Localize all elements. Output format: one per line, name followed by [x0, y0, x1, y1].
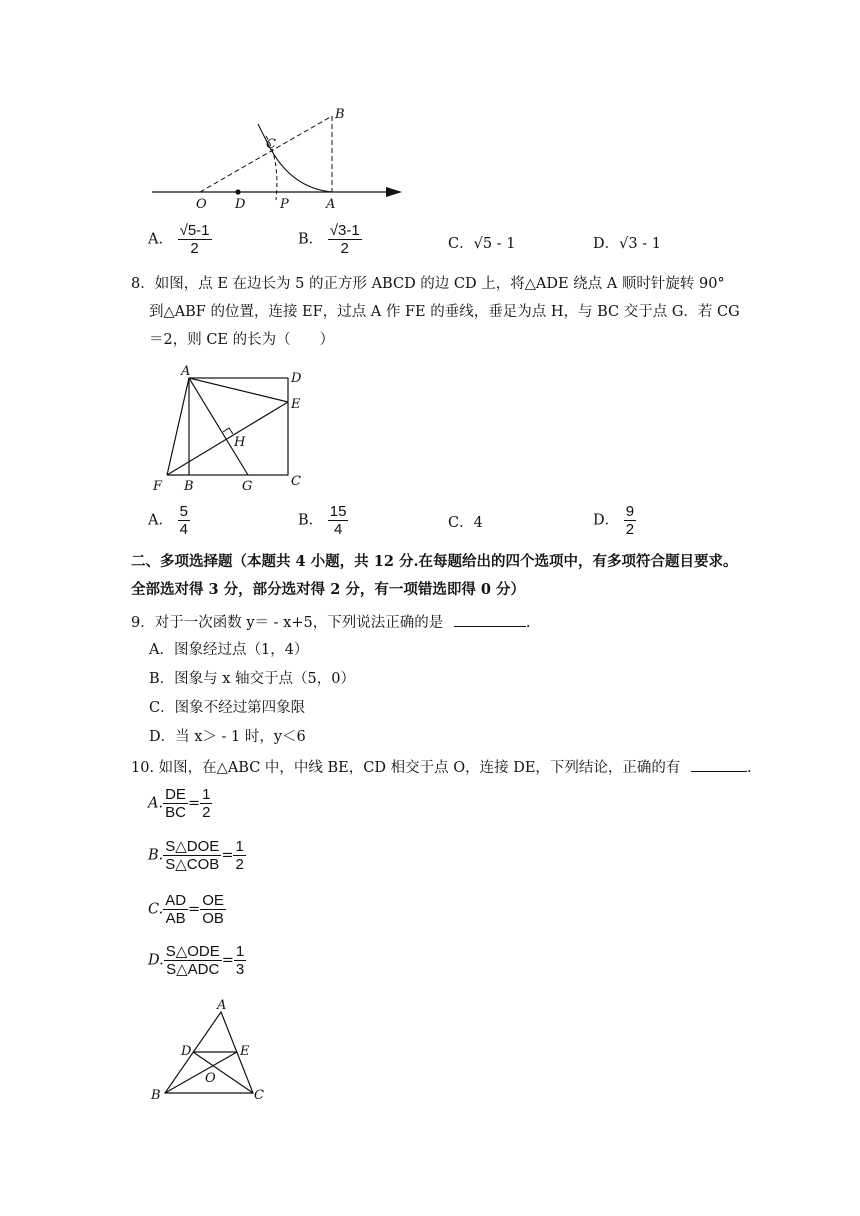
q10-option-c[interactable]: C. $\frac{AD}{AB}$ = $\frac{OE}{OB}$	[148, 892, 224, 927]
fig8-label-B: B	[184, 479, 194, 494]
q10-option-b[interactable]: B. $\frac{\text{S△DOE}}{\text{S△COB}}$ = $\frac{1}{2}$	[148, 838, 244, 873]
fig8-label-H: H	[234, 435, 246, 450]
q10-answer-blank[interactable]	[691, 757, 747, 772]
q7-figure	[140, 100, 420, 218]
fig7-label-P: P	[280, 197, 289, 212]
q10-option-d[interactable]: D. $\frac{\text{S△ODE}}{\text{S△ADC}}$ = $\frac{1}{3}$	[148, 943, 245, 978]
fig7-label-D: D	[235, 197, 246, 212]
fig10-label-D: D	[181, 1044, 192, 1059]
q8-option-a[interactable]: A． $\frac{5}{4}$	[148, 503, 188, 538]
q9-answer-blank[interactable]	[454, 612, 526, 627]
q7-option-d[interactable]: D．√3 - 1	[593, 236, 661, 252]
q9-option-b[interactable]: B．图象与 x 轴交于点（5，0）	[149, 671, 356, 687]
fig8-label-C: C	[291, 474, 301, 489]
fig8-label-E: E	[291, 397, 301, 412]
fig10-label-A: A	[217, 998, 227, 1013]
section2-heading-line2: 全部选对得 3 分，部分选对得 2 分，有一项错选即得 0 分）	[131, 581, 526, 598]
fig7-label-B: B	[335, 107, 345, 122]
q8-figure	[145, 362, 315, 497]
q8-option-c[interactable]: C．4	[448, 515, 483, 531]
fig10-label-O: O	[205, 1071, 216, 1086]
fig10-label-B: B	[151, 1088, 161, 1103]
q10-option-a[interactable]: A. $\frac{DE}{BC}$ = $\frac{1}{2}$	[148, 786, 211, 821]
fig8-label-G: G	[242, 479, 253, 494]
fig8-label-D: D	[291, 371, 302, 386]
fig8-label-A: A	[181, 364, 191, 379]
q8-stem-line1: 8．如图，点 E 在边长为 5 的正方形 ABCD 的边 CD 上，将△ADE 绕点 A 顺时针旋转 90°	[131, 276, 725, 292]
q8-option-d[interactable]: D． $\frac{9}{2}$	[593, 503, 635, 538]
q9-stem: 9．对于一次函数 y＝ - x+5，下列说法正确的是 .	[131, 612, 530, 633]
fig7-label-C: C	[266, 137, 276, 152]
q7-option-c[interactable]: C．√5 - 1	[448, 236, 516, 252]
fig7-label-A: A	[326, 197, 336, 212]
fig10-label-E: E	[240, 1044, 250, 1059]
fig7-label-O: O	[196, 197, 207, 212]
q10-stem: 10. 如图，在△ABC 中，中线 BE，CD 相交于点 O，连接 DE，下列结论，正确的有 .	[131, 757, 752, 778]
q9-option-d[interactable]: D．当 x＞ - 1 时，y＜6	[149, 729, 306, 745]
q10-figure	[145, 996, 275, 1108]
fig10-label-C: C	[254, 1088, 264, 1103]
q7-option-a[interactable]: A． $\frac{√5-1}{2}$	[148, 222, 210, 257]
fig8-label-F: F	[153, 479, 163, 494]
section2-heading-line1: 二、多项选择题（本题共 4 小题，共 12 分.在每题给出的四个选项中，有多项符合题目要求。	[131, 553, 738, 570]
q8-stem-line2: 到△ABF 的位置，连接 EF，过点 A 作 FE 的垂线，垂足为点 H，与 BC 交于点 G．若 CG	[149, 304, 740, 320]
q8-stem-line3: ＝2，则 CE 的长为（ ）	[149, 332, 335, 348]
q9-option-c[interactable]: C．图象不经过第四象限	[149, 700, 306, 716]
q9-option-a[interactable]: A．图象经过点（1，4）	[149, 642, 309, 658]
q7-option-b[interactable]: B． $\frac{√3-1}{2}$	[298, 222, 360, 257]
q8-option-b[interactable]: B． $\frac{15}{4}$	[298, 503, 347, 538]
